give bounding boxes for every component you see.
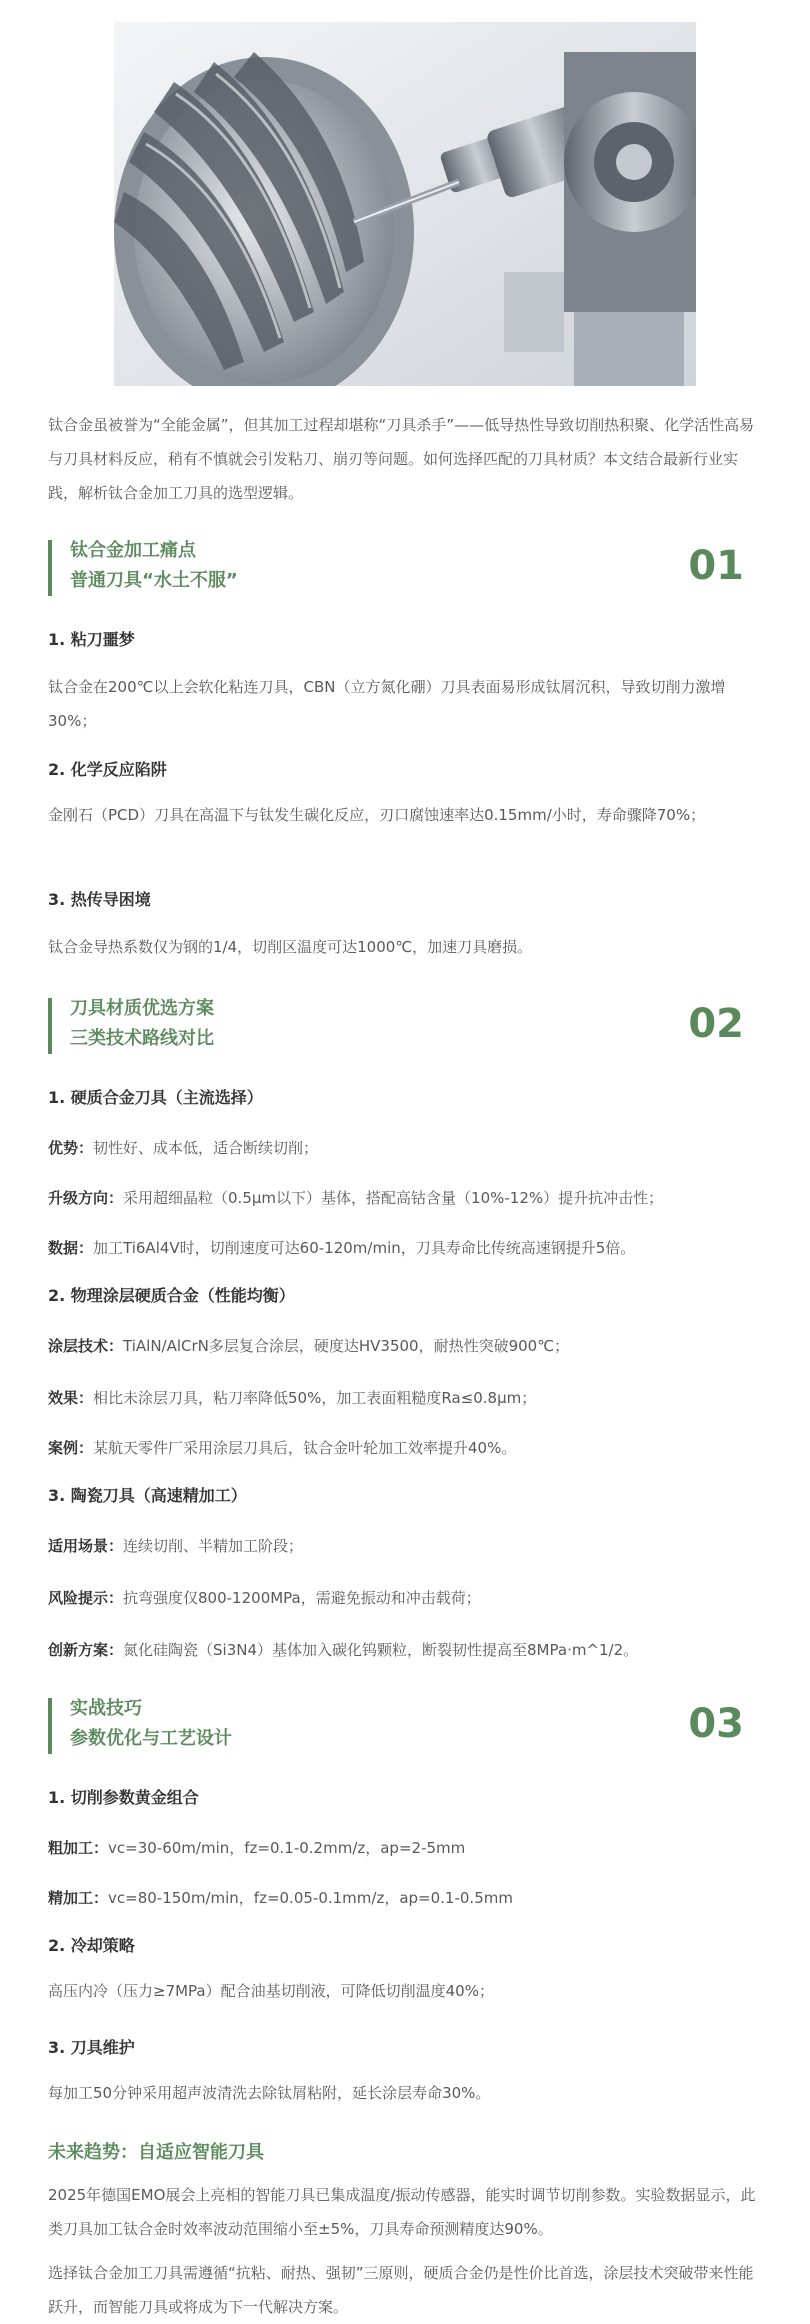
section-number: 02 [688,1001,744,1047]
kv-key: 粗加工： [48,1839,109,1857]
section-number: 01 [688,543,744,589]
section-header-01 [48,536,762,600]
kv-value: 相比未涂层刀具，粘刀率降低50%，加工表面粗糙度Ra≤0.8μm； [93,1389,537,1407]
kv-line [48,1436,788,1460]
trend-heading: 未来趋势：自适应智能刀具 [48,2142,264,2163]
kv-value: TiAlN/AlCrN多层复合涂层，硬度达HV3500，耐热性突破900℃； [123,1337,570,1355]
paragraph: 每加工50分钟采用超声波清洗去除钛屑粘附，延长涂层寿命30%。 [48,2084,491,2102]
kv-line [48,1186,788,1210]
kv-line [48,1638,788,1662]
subheading: 1. 切削参数黄金组合 [48,1788,199,1807]
kv-line [48,1534,788,1558]
kv-key: 案例： [48,1439,94,1457]
kv-line [48,1136,788,1160]
section-subtitle: 三类技术路线对比 [70,1028,214,1049]
paragraph: 钛合金在200℃以上会软化粘连刀具，CBN（立方氮化硼）刀具表面易形成钛屑沉积，导致切削力激增30%； [48,678,726,730]
kv-value: 韧性好、成本低，适合断续切削； [93,1139,319,1157]
kv-key: 涂层技术： [48,1337,124,1355]
subheading: 1. 硬质合金刀具（主流选择） [48,1088,263,1107]
section-subtitle: 参数优化与工艺设计 [70,1728,232,1749]
section-title: 实战技巧 [70,1698,142,1719]
kv-value: 连续切削、半精加工阶段； [123,1537,304,1555]
kv-value: 氮化硅陶瓷（Si3N4）基体加入碳化钨颗粒，断裂韧性提高至8MPa·m^1/2。 [123,1641,639,1659]
kv-key: 数据： [48,1239,94,1257]
subheading: 3. 刀具维护 [48,2038,135,2057]
paragraph: 金刚石（PCD）刀具在高温下与钛发生碳化反应，刃口腐蚀速率达0.15mm/小时，寿命骤降70%； [48,806,706,824]
section-subtitle: 普通刀具“水土不服” [70,570,238,591]
kv-key: 精加工： [48,1889,109,1907]
subheading: 3. 热传导困境 [48,890,151,909]
kv-key: 风险提示： [48,1589,124,1607]
subheading: 1. 粘刀噩梦 [48,630,135,649]
kv-key: 效果： [48,1389,94,1407]
kv-line [48,1836,788,1860]
paragraph: 2025年德国EMO展会上亮相的智能刀具已集成温度/振动传感器，能实时调节切削参数。实验数据显示，此类刀具加工钛合金时效率波动范围缩小至±5%，刀具寿命预测精度达90%。 [48,2186,756,2238]
kv-line [48,1334,788,1358]
section-title: 钛合金加工痛点 [70,540,196,561]
section-header-03 [48,1694,762,1758]
kv-key: 优势： [48,1139,94,1157]
intro-paragraph: 钛合金虽被誉为“全能金属”，但其加工过程却堪称“刀具杀手”——低导热性导致切削热积聚、化学活性高易与刀具材料反应，稍有不慎就会引发粘刀、崩刃等问题。如何选择匹配的刀具材质？本文结合最新行业实践，解析钛合金加工刀具的选型逻辑。 [48,416,755,502]
hero-image [114,22,696,386]
paragraph: 高压内冷（压力≥7MPa）配合油基切削液，可降低切削温度40%； [48,1982,494,2000]
kv-key: 适用场景： [48,1537,124,1555]
kv-line [48,1886,788,1910]
kv-value: 采用超细晶粒（0.5μm以下）基体，搭配高钴含量（10%-12%）提升抗冲击性； [123,1189,664,1207]
kv-line [48,1586,788,1610]
paragraph: 选择钛合金加工刀具需遵循“抗粘、耐热、强韧”三原则，硬质合金仍是性价比首选，涂层技术突破带来性能跃升，而智能刀具或将成为下一代解决方案。 [48,2264,754,2316]
section-number: 03 [688,1701,744,1747]
section-accent-bar [48,998,52,1054]
section-accent-bar [48,1698,52,1754]
kv-value: vc=80-150m/min，fz=0.05-0.1mm/z，ap=0.1-0.5mm [108,1889,513,1907]
kv-value: 加工Ti6Al4V时，切削速度可达60-120m/min，刀具寿命比传统高速钢提升5倍。 [93,1239,636,1257]
section-header-02 [48,994,762,1058]
kv-key: 升级方向： [48,1189,124,1207]
kv-line [48,1236,788,1260]
kv-value: 抗弯强度仅800-1200MPa，需避免振动和冲击载荷； [123,1589,481,1607]
subheading: 2. 冷却策略 [48,1936,135,1955]
subheading: 3. 陶瓷刀具（高速精加工） [48,1486,247,1505]
subheading: 2. 化学反应陷阱 [48,760,167,779]
kv-value: vc=30-60m/min，fz=0.1-0.2mm/z，ap=2-5mm [108,1839,466,1857]
kv-line [48,1386,788,1410]
section-title: 刀具材质优选方案 [70,998,214,1019]
kv-value: 某航天零件厂采用涂层刀具后，钛合金叶轮加工效率提升40%。 [93,1439,517,1457]
paragraph: 钛合金导热系数仅为钢的1/4，切削区温度可达1000℃，加速刀具磨损。 [48,938,533,956]
section-accent-bar [48,540,52,596]
kv-key: 创新方案： [48,1641,124,1659]
subheading: 2. 物理涂层硬质合金（性能均衡） [48,1286,295,1305]
